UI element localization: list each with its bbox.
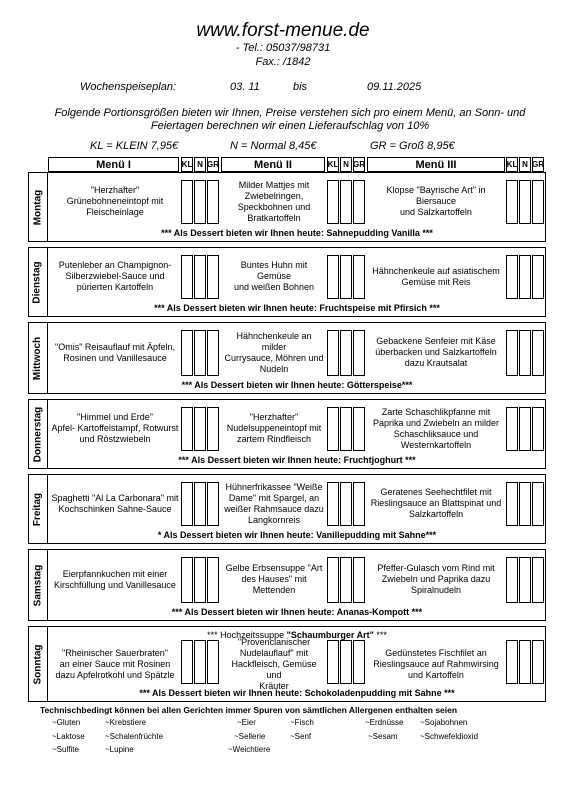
- order-box-gr[interactable]: [207, 180, 219, 224]
- menu-1-dish: [50, 479, 180, 528]
- allergen-item: ~Gluten: [52, 718, 81, 727]
- day-name: Donnerstag: [32, 406, 43, 462]
- dish-line: Gelbe Erbsensuppe "Art: [225, 563, 323, 573]
- order-box-n[interactable]: [340, 557, 352, 603]
- dish-line: pürierten Kartoffeln: [76, 282, 154, 292]
- menu-2-dish: [223, 177, 325, 226]
- price-gross: GR = Groß 8,95€: [370, 140, 455, 152]
- size-kl-header: KL: [181, 157, 193, 172]
- dish-line: "Herzhafter": [249, 412, 299, 422]
- order-box-n[interactable]: [340, 330, 352, 376]
- dish-line: "Rheinischer Sauerbraten": [62, 647, 168, 658]
- order-box-n[interactable]: [340, 255, 352, 299]
- dish-line: Zwiebelringen,: [244, 190, 304, 201]
- size-n-header: N: [519, 157, 531, 172]
- dish-line: dazu Krautsalat: [404, 358, 468, 368]
- order-box-n[interactable]: [340, 482, 352, 526]
- dish-line: weißer Rahmsauce dazu: [224, 503, 324, 514]
- dish-line: Buntes Huhn mit Gemüse: [240, 260, 308, 281]
- order-box-kl[interactable]: [181, 407, 193, 451]
- order-box-n[interactable]: [519, 330, 531, 376]
- dish-line: Gebackene Senfeier mit Käse: [376, 336, 496, 346]
- allergen-item: ~Schalenfrüchte: [105, 732, 164, 741]
- menu-3-dish: [368, 642, 504, 686]
- order-box-n[interactable]: [519, 255, 531, 299]
- dish-line: Kräuter: [259, 680, 289, 691]
- order-box-gr[interactable]: [353, 482, 365, 526]
- order-box-kl[interactable]: [506, 180, 518, 224]
- menu-2-dish: [223, 479, 325, 528]
- date-bis: bis: [293, 81, 308, 93]
- order-box-gr[interactable]: [353, 557, 365, 603]
- menu-3-dish: [368, 177, 504, 226]
- order-box-kl[interactable]: [181, 330, 193, 376]
- size-n-header: N: [340, 157, 352, 172]
- size-kl-header: KL: [506, 157, 518, 172]
- order-box-kl[interactable]: [327, 482, 339, 526]
- dish-line: Hähnchenkeule auf asiatischem: [372, 265, 500, 276]
- dish-line: Speckbohnen und: [237, 201, 311, 212]
- dish-line: Rieslingsauce auf Rahmwirsing: [373, 658, 499, 669]
- menu-2-dish: [223, 554, 325, 605]
- day-name: Sonntag: [32, 644, 43, 684]
- order-box-n[interactable]: [194, 407, 206, 451]
- dish-line: Kochschinken Sahne-Sauce: [58, 503, 172, 514]
- order-box-gr[interactable]: [207, 640, 219, 684]
- order-box-kl[interactable]: [506, 482, 518, 526]
- order-box-gr[interactable]: [532, 407, 544, 451]
- day-label: [28, 399, 48, 469]
- day-name: Samstag: [32, 564, 43, 606]
- dish-line: Bratkartoffeln: [247, 212, 301, 223]
- dish-line: Salzkartoffeln: [408, 509, 464, 519]
- dish-line: "Himmel und Erde": [77, 412, 153, 422]
- menu-3-dish: [368, 327, 504, 378]
- menu-1-dish: [50, 404, 180, 453]
- dish-line: Hackfleisch, Gemüse und: [231, 658, 317, 680]
- dish-line: Gedünstetes Fischfilet an: [385, 647, 487, 658]
- order-box-n[interactable]: [194, 640, 206, 684]
- dish-line: Eierpfannkuchen mit einer: [62, 568, 168, 579]
- menu-2-dish: [223, 404, 325, 453]
- dish-line: an einer Sauce mit Rosinen: [59, 658, 171, 669]
- dish-line: "Omis" Reisauflauf mit Äpfeln,: [55, 341, 175, 352]
- menu-1-dish: [50, 554, 180, 605]
- portion-info-line-2: Feiertagen berechnen wir einen Lieferaufschlag von 10%: [150, 120, 430, 132]
- soup-suffix: ***: [373, 630, 387, 640]
- order-box-n[interactable]: [519, 180, 531, 224]
- dish-line: Mettenden: [252, 585, 296, 595]
- order-box-kl[interactable]: [327, 255, 339, 299]
- dessert-line: *** Als Dessert bieten wir Ihnen heute: Schokoladenpudding mit Sahne ***: [139, 688, 455, 698]
- allergen-item: ~Sojabohnen: [420, 718, 468, 727]
- order-box-gr[interactable]: [353, 407, 365, 451]
- order-box-gr[interactable]: [532, 482, 544, 526]
- order-box-kl[interactable]: [506, 557, 518, 603]
- dish-line: und Röstzwiebeln: [79, 434, 151, 444]
- order-box-n[interactable]: [340, 640, 352, 684]
- allergen-item: ~Sesam: [368, 732, 398, 741]
- menu-1-header: Menü I: [48, 157, 179, 172]
- order-box-n[interactable]: [340, 407, 352, 451]
- order-box-gr[interactable]: [532, 255, 544, 299]
- order-box-kl[interactable]: [181, 482, 193, 526]
- dish-line: Pfeffer-Gulasch vom Rind mit: [377, 563, 495, 573]
- menu-2-dish: [223, 636, 325, 691]
- day-label: [28, 247, 48, 317]
- order-box-kl[interactable]: [327, 557, 339, 603]
- dish-line: Klopse "Bayrische Art" in Biersauce: [386, 185, 486, 206]
- dish-line: Hähnchenkeule an milder: [236, 330, 312, 352]
- fax-number: Fax.: /1842: [255, 56, 311, 68]
- menu-3-dish: [368, 479, 504, 528]
- day-name: Montag: [32, 189, 44, 225]
- website-url: www.forst-menue.de: [196, 20, 370, 41]
- date-to: 09.11.2025: [367, 81, 422, 93]
- allergen-item: ~Lupine: [105, 745, 134, 754]
- dish-line: Apfel- Kartoffelstampf, Rotwurst: [51, 423, 179, 433]
- dish-line: Schaschliksauce und: [393, 428, 479, 439]
- dish-line: Putenleber an Champignon-: [58, 260, 172, 270]
- allergen-item: ~Laktose: [52, 732, 85, 741]
- order-box-n[interactable]: [194, 482, 206, 526]
- dish-line: und weißen Bohnen: [233, 282, 315, 292]
- dish-line: und Kartoffeln: [408, 669, 464, 680]
- dish-line: Nudeln: [259, 363, 289, 374]
- dish-line: dazu Apfelrotkohl und Spätzle: [55, 669, 175, 680]
- menu-3-dish: [368, 554, 504, 605]
- order-box-gr[interactable]: [207, 557, 219, 603]
- price-klein: KL = KLEIN 7,95€: [90, 140, 179, 152]
- order-box-kl[interactable]: [506, 640, 518, 684]
- order-box-n[interactable]: [194, 180, 206, 224]
- menu-2-dish: [223, 327, 325, 378]
- order-box-gr[interactable]: [532, 640, 544, 684]
- order-box-gr[interactable]: [207, 407, 219, 451]
- order-box-kl[interactable]: [327, 640, 339, 684]
- phone-number: - Tel.: 05037/98731: [235, 42, 331, 54]
- order-box-kl[interactable]: [506, 330, 518, 376]
- day-name: Dienstag: [32, 260, 44, 304]
- dish-line: und Salzkartoffeln: [400, 207, 472, 217]
- dish-line: Kirschfüllung und Vanillesauce: [54, 579, 176, 590]
- allergen-item: ~Krebstiere: [105, 718, 147, 727]
- dish-line: Zarte Schaschlikpfanne mit: [381, 406, 491, 417]
- dish-line: Nudelsuppeneintopf mit: [226, 423, 322, 433]
- allergen-notice: Technischbedingt können bei allen Gerichten immer Spuren von sämtlichen Allergenen enthalten seien: [40, 705, 458, 715]
- dish-line: Spaghetti "Al La Carbonara" mit: [51, 492, 179, 503]
- price-normal: N = Normal 8,45€: [230, 140, 317, 152]
- order-box-n[interactable]: [519, 482, 531, 526]
- order-box-kl[interactable]: [181, 180, 193, 224]
- date-from: 03. 11: [230, 81, 260, 93]
- order-box-gr[interactable]: [207, 482, 219, 526]
- order-box-n[interactable]: [519, 640, 531, 684]
- order-box-gr[interactable]: [532, 557, 544, 603]
- dish-line: Rieslingsauce an Blattspinat und: [370, 498, 502, 508]
- size-kl-header: KL: [327, 157, 339, 172]
- order-box-kl[interactable]: [327, 330, 339, 376]
- size-n-header: N: [194, 157, 206, 172]
- day-label: [28, 322, 48, 394]
- order-box-gr[interactable]: [532, 330, 544, 376]
- allergen-item: ~Erdnüsse: [365, 718, 404, 727]
- order-box-gr[interactable]: [532, 180, 544, 224]
- order-box-gr[interactable]: [353, 330, 365, 376]
- dish-line: "Provencianischer: [237, 636, 311, 647]
- dish-line: zartem Rindfleisch: [236, 434, 312, 444]
- dessert-line: *** Als Dessert bieten wir Ihnen heute: Fruchtjoghurt ***: [178, 455, 416, 465]
- dish-line: Zwiebeln und Paprika dazu: [381, 574, 491, 584]
- order-box-kl[interactable]: [181, 255, 193, 299]
- dish-line: Langkornreis: [247, 514, 300, 525]
- allergen-item: ~Senf: [290, 732, 312, 741]
- menu-1-dish: [50, 252, 180, 301]
- dish-line: Nudelauflauf" mit: [239, 647, 309, 658]
- order-box-kl[interactable]: [327, 407, 339, 451]
- order-box-gr[interactable]: [353, 640, 365, 684]
- dish-line: Dame" mit Spargel, an: [228, 492, 320, 503]
- order-box-gr[interactable]: [353, 180, 365, 224]
- order-box-gr[interactable]: [353, 255, 365, 299]
- dish-line: Milder Mattjes mit: [238, 179, 310, 190]
- order-box-kl[interactable]: [506, 255, 518, 299]
- order-box-n[interactable]: [340, 180, 352, 224]
- allergen-item: ~Eier: [237, 718, 256, 727]
- menu-3-dish: [368, 252, 504, 301]
- dessert-line: * Als Dessert bieten wir Ihnen heute: Vanillepudding mit Sahne***: [157, 530, 437, 540]
- dish-line: Geratenes Seehechtfilet mit: [380, 487, 492, 497]
- order-box-gr[interactable]: [207, 330, 219, 376]
- size-gr-header: GR: [207, 157, 219, 172]
- menu-1-dish: [50, 327, 180, 378]
- dish-line: Westernkartoffeln: [400, 439, 472, 450]
- order-box-gr[interactable]: [207, 255, 219, 299]
- dish-line: Spiralnudeln: [410, 585, 462, 595]
- soup-prefix: *** Hochzeitssuppe: [207, 630, 287, 640]
- dessert-line: *** Als Dessert bieten wir Ihnen heute: Sahnepudding Vanilla ***: [161, 228, 433, 238]
- day-label: [28, 474, 48, 544]
- order-box-n[interactable]: [194, 330, 206, 376]
- soup-name: "Schaumburger Art": [286, 630, 374, 640]
- menu-1-dish: [50, 642, 180, 686]
- plan-label: Wochenspeiseplan:: [80, 81, 177, 93]
- dish-line: Silberzwiebel-Sauce und: [65, 271, 165, 281]
- dish-line: Paprika und Zwiebeln an milder: [372, 417, 500, 428]
- dish-line: des Hauses" mit: [241, 574, 307, 584]
- order-box-kl[interactable]: [327, 180, 339, 224]
- menu-3-dish: [368, 404, 504, 453]
- day-label: [28, 626, 48, 702]
- order-box-n[interactable]: [519, 407, 531, 451]
- dessert-line: *** Als Dessert bieten wir Ihnen heute: Götterspeise***: [181, 380, 413, 390]
- dish-line: "Herzhafter": [90, 185, 140, 195]
- day-name: Mittwoch: [32, 336, 44, 380]
- dish-line: Grünebohneneintopf mit: [66, 196, 164, 206]
- allergen-item: ~Sellerie: [234, 732, 266, 741]
- order-box-n[interactable]: [519, 557, 531, 603]
- allergen-item: ~Schwefeldioxid: [420, 732, 479, 741]
- dish-line: Rosinen und Vanillesauce: [63, 352, 167, 363]
- dish-line: Gemüse mit Reis: [401, 276, 471, 287]
- portion-info-line-1: Folgende Portionsgrößen bieten wir Ihnen, Preise verstehen sich pro einem Menü, an Sonn- und: [54, 107, 526, 119]
- menu-3-header: Menü III: [367, 157, 505, 172]
- day-label: [28, 172, 48, 242]
- menu-2-dish: [223, 252, 325, 301]
- dish-line: überbacken und Salzkartoffeln: [375, 347, 497, 357]
- menu-2-header: Menü II: [221, 157, 325, 172]
- order-box-kl[interactable]: [181, 640, 193, 684]
- dessert-line: *** Als Dessert bieten wir Ihnen heute: Fruchtspeise mit Pfirsich ***: [154, 303, 440, 313]
- order-box-n[interactable]: [194, 255, 206, 299]
- order-box-kl[interactable]: [181, 557, 193, 603]
- portion-info: [40, 107, 540, 133]
- allergen-item: ~Sulfite: [52, 745, 79, 754]
- menu-1-dish: [50, 177, 180, 226]
- day-label: [28, 549, 48, 621]
- day-name: Freitag: [32, 492, 43, 526]
- dessert-line: *** Als Dessert bieten wir Ihnen heute: Ananas-Kompott ***: [171, 607, 423, 617]
- order-box-n[interactable]: [194, 557, 206, 603]
- dish-line: Hühnerfrikassee "Weiße: [225, 481, 323, 492]
- size-gr-header: GR: [532, 157, 544, 172]
- size-gr-header: GR: [353, 157, 365, 172]
- allergen-item: ~Weichtiere: [228, 745, 271, 754]
- dish-line: Currysauce, Möhren und: [224, 352, 324, 363]
- dish-line: Fleischeinlage: [86, 207, 144, 217]
- allergen-item: ~Fisch: [290, 718, 314, 727]
- order-box-kl[interactable]: [506, 407, 518, 451]
